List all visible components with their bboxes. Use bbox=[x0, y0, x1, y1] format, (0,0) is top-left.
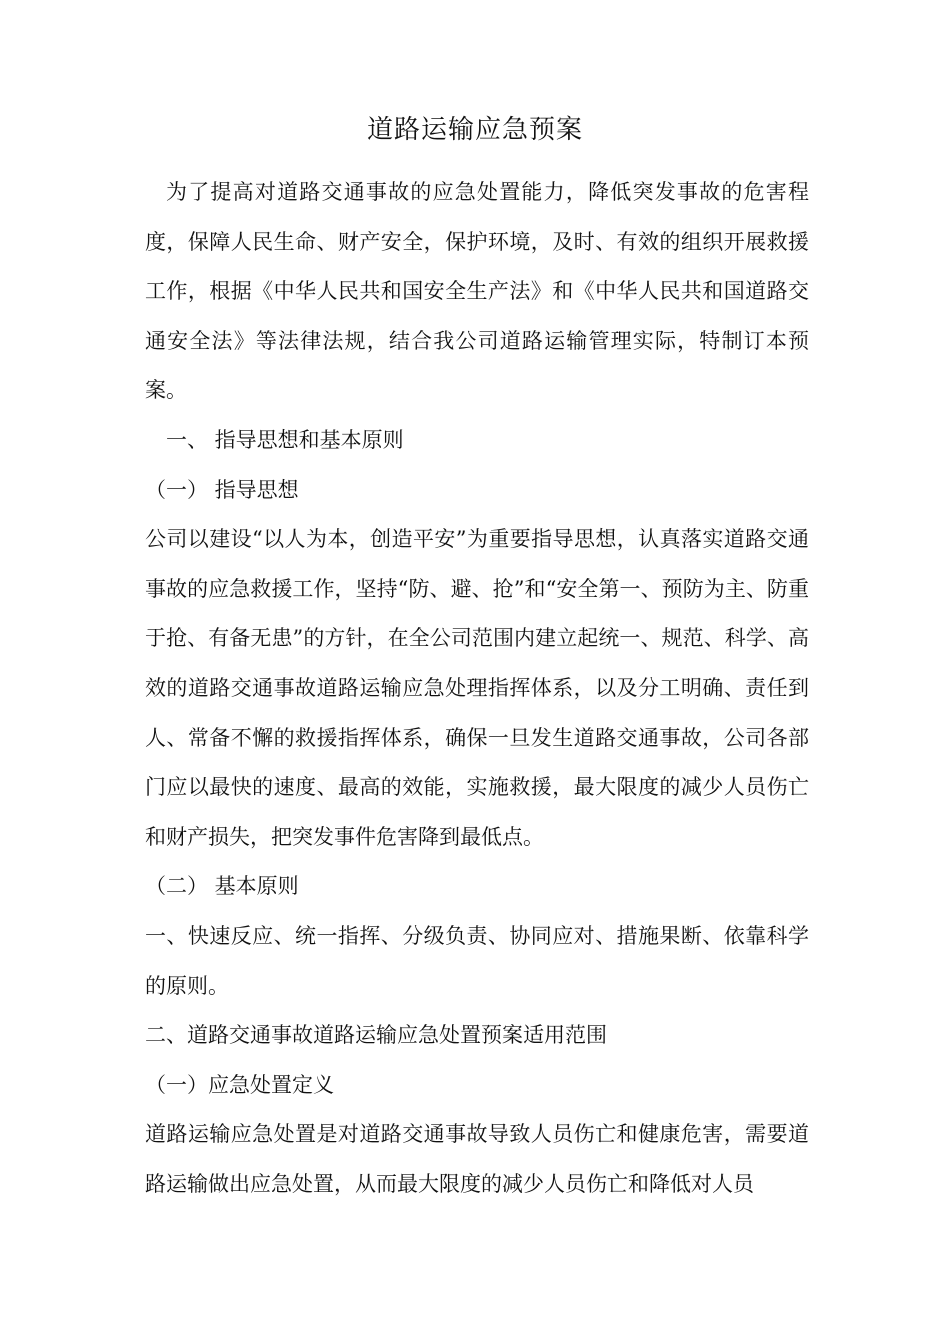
definition-paragraph: 道路运输应急处置是对道路交通事故导致人员伤亡和健康危害，需要道路运输做出应急处置，从而最大限度的减少人员伤亡和降低对人员 bbox=[145, 1122, 809, 1196]
subsection-heading-1-1: （一） 指导思想 bbox=[145, 477, 299, 502]
section-heading-1: 一、 指导思想和基本原则 bbox=[166, 427, 404, 452]
guiding-thought-paragraph: 公司以建设“以人为本，创造平安”为重要指导思想，认真落实道路交通事故的应急救援工作，坚持“防、避、抢”和“安全第一、预防为主、防重于抢、有备无患”的方针，在全公司范围内建立起统一、规范、科学、高效的道路交通事故道路运输应急处理指挥体系，以及分工明确、责任到人、常备不懈的救援指挥体系，确保一旦发生道路交通事故，公司各部门应以最快的速度、最高的效能，实施救援，最大限度的减少人员伤亡和财产损失，把突发事件危害降到最低点。 bbox=[145, 527, 809, 849]
section-heading-2: 二、道路交通事故道路运输应急处置预案适用范围 bbox=[145, 1023, 607, 1048]
document-body bbox=[145, 168, 809, 1209]
intro-paragraph: 为了提高对道路交通事故的应急处置能力，降低突发事故的危害程度，保障人民生命、财产安全，保护环境，及时、有效的组织开展救援工作，根据《中华人民共和国安全生产法》和《中华人民共和国道路交通安全法》等法律法规，结合我公司道路运输管理实际，特制订本预案。 bbox=[145, 180, 809, 403]
document-title: 道路运输应急预案 bbox=[366, 115, 583, 145]
subsection-heading-1-2: （二） 基本原则 bbox=[145, 874, 299, 899]
subsection-heading-2-1: （一）应急处置定义 bbox=[145, 1072, 334, 1097]
basic-principle-paragraph: 一、快速反应、统一指挥、分级负责、协同应对、措施果断、依靠科学的原则。 bbox=[145, 923, 809, 998]
